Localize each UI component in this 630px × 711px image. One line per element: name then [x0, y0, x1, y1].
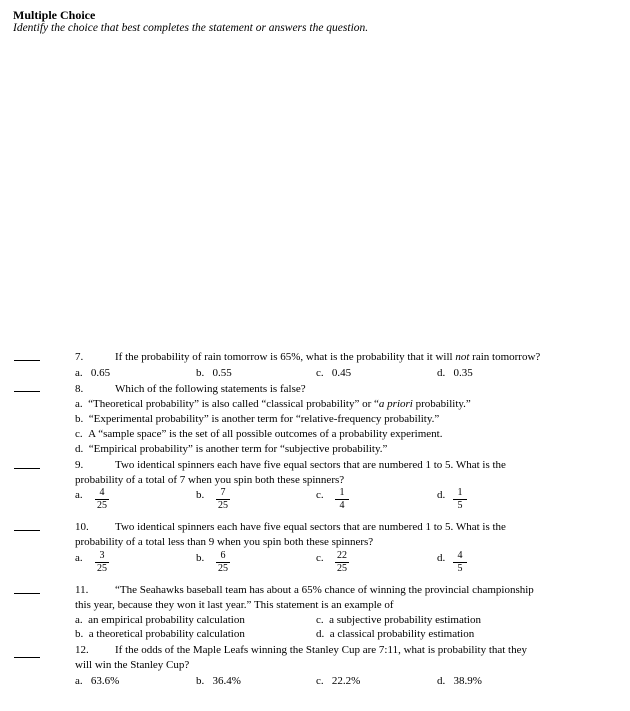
option-c: c. 22.2% [316, 675, 361, 687]
question-stem: Which of the following statements is false? [115, 383, 306, 395]
question-number: 11. [75, 584, 89, 596]
option-b: b. 0.55 [196, 367, 232, 379]
option-c-fraction: 22 25 [337, 550, 347, 574]
option-b: b. “Experimental probability” is another term for “relative-frequency probability.” [75, 413, 440, 425]
option-a: a. “Theoretical probability” is also called “classical probability” or “a priori probability.” [75, 398, 471, 410]
option-d: d. a classical probability estimation [316, 628, 475, 640]
answer-blank-q8[interactable] [14, 391, 40, 392]
option-c-fraction: 1 4 [335, 488, 349, 511]
option-b-label: b. [196, 489, 205, 501]
option-c-label: c. [316, 489, 324, 501]
question-number: 7. [75, 351, 84, 363]
option-a-label: a. [75, 552, 83, 564]
question-number: 10. [75, 521, 89, 533]
option-a-label: a. [75, 489, 83, 501]
option-d-fraction: 1 5 [453, 488, 467, 511]
question-number: 8. [75, 383, 84, 395]
option-a-fraction: 3 25 [97, 550, 107, 574]
option-c: c. 0.45 [316, 367, 352, 379]
option-c-label: c. [316, 552, 324, 564]
option-a: a. 0.65 [75, 367, 111, 379]
option-b-label: b. [196, 552, 205, 564]
section-title: Multiple Choice [13, 8, 96, 22]
option-d: d. 0.35 [437, 367, 473, 379]
question-stem: “The Seahawks baseball team has about a 65% chance of winning the provincial championship [115, 584, 534, 596]
question-stem: Two identical spinners each have five equal sectors that are numbered 1 to 5. What is the [115, 521, 506, 533]
question-number: 12. [75, 644, 89, 656]
option-a: a. 63.6% [75, 675, 120, 687]
question-stem-continued: probability of a total of 7 when you spin both these spinners? [75, 474, 345, 486]
option-b: b. a theoretical probability calculation [75, 628, 245, 640]
option-d: d. 38.9% [437, 675, 482, 687]
question-stem: Two identical spinners each have five equal sectors that are numbered 1 to 5. What is the [115, 459, 506, 471]
answer-blank-q7[interactable] [14, 360, 40, 361]
option-d-label: d. [437, 552, 446, 564]
option-d-label: d. [437, 489, 446, 501]
answer-blank-q11[interactable] [14, 593, 40, 594]
option-b-fraction: 7 25 [218, 487, 228, 511]
question-stem-continued: will win the Stanley Cup? [75, 659, 190, 671]
answer-blank-q9[interactable] [14, 468, 40, 469]
option-b: b. 36.4% [196, 675, 241, 687]
question-stem: If the probability of rain tomorrow is 65%, what is the probability that it will not rain tomorrow? [115, 351, 541, 363]
answer-blank-q12[interactable] [14, 657, 40, 658]
option-a-fraction: 4 25 [97, 487, 107, 511]
option-d-fraction: 4 5 [453, 551, 467, 574]
option-c: c. a subjective probability estimation [316, 614, 481, 626]
option-d: d. “Empirical probability” is another term for “subjective probability.” [75, 443, 388, 455]
question-stem-continued: this year, because they won it last year.” This statement is an example of [75, 599, 394, 611]
option-c: c. A “sample space” is the set of all possible outcomes of a probability experiment. [75, 428, 443, 440]
option-b-fraction: 6 25 [218, 550, 228, 574]
section-instructions: Identify the choice that best completes the statement or answers the question. [13, 22, 369, 34]
question-stem: If the odds of the Maple Leafs winning the Stanley Cup are 7:11, what is probability that they [115, 644, 528, 656]
option-a: a. an empirical probability calculation [75, 614, 245, 626]
question-number: 9. [75, 459, 84, 471]
answer-blank-q10[interactable] [14, 530, 40, 531]
question-stem-continued: probability of a total less than 9 when you spin both these spinners? [75, 536, 374, 548]
